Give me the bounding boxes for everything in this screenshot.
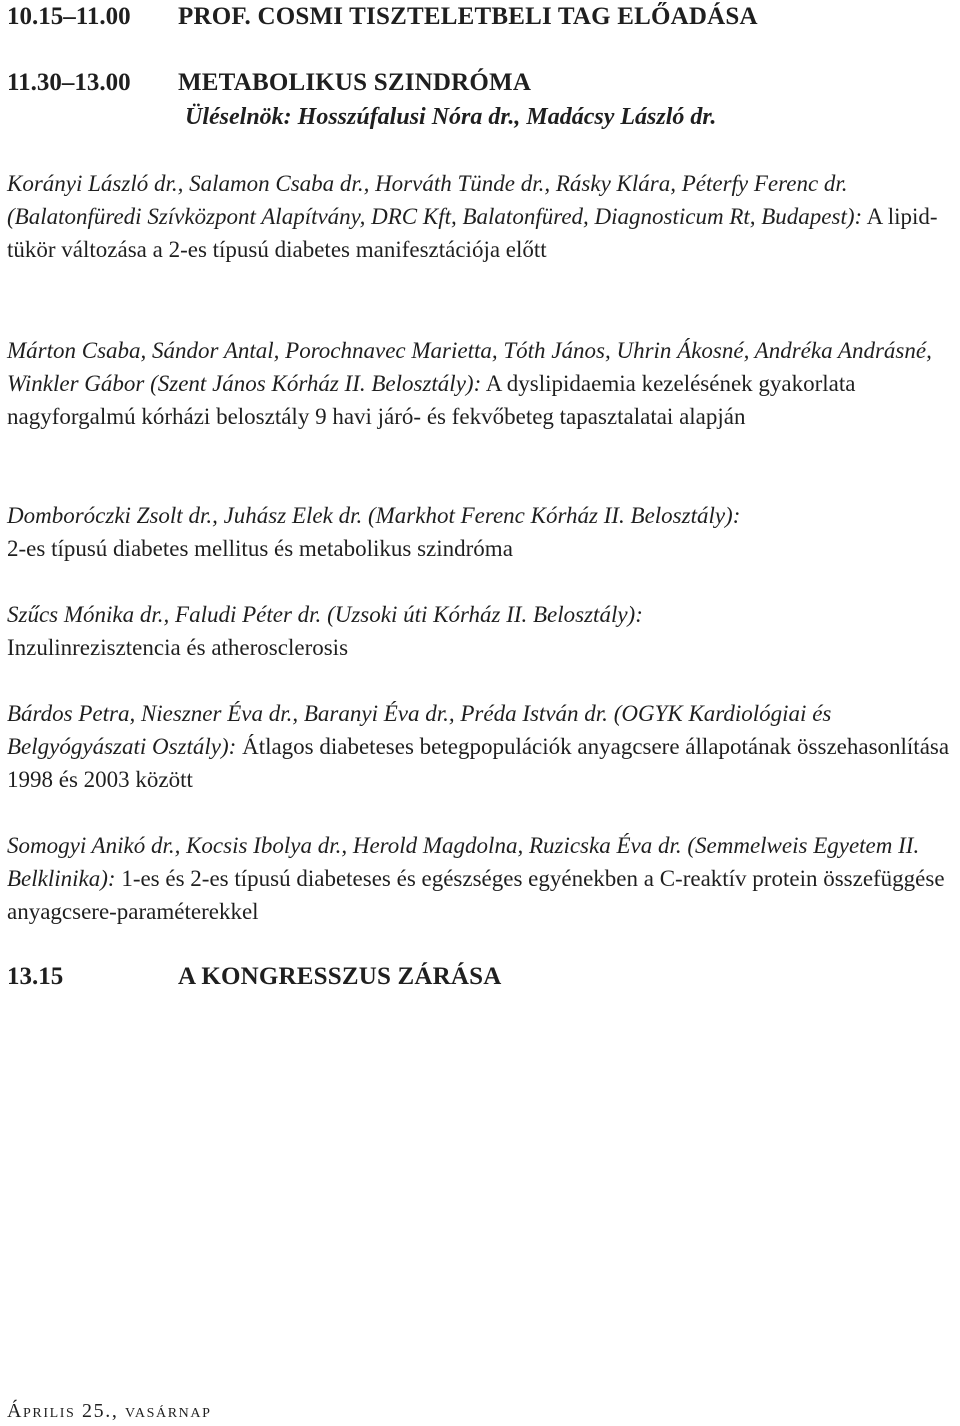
- lecture-authors: Somogyi Anikó dr., Kocsis Ibolya dr., Herold Magdolna, Ruzicska Éva dr.: [7, 833, 682, 858]
- lecture-authors: Domboróczki Zsolt dr., Juhász Elek dr.: [7, 503, 363, 528]
- page-footer-date: Április 25., vasárnap: [7, 1400, 212, 1422]
- lecture-affiliation: (Szent János Kórház II. Belosztály):: [150, 371, 482, 396]
- lecture-affiliation: (Balatonfüredi Szívközpont Alapítvány, DRC Kft, Balatonfüred, Diagnosticum Rt, Budapest):: [7, 204, 863, 229]
- lecture-entry: [7, 598, 952, 664]
- lecture-authors: Szűcs Mónika dr., Faludi Péter dr.: [7, 602, 322, 627]
- lecture-title: Inzulinrezisztencia és atherosclerosis: [7, 635, 349, 660]
- lecture-entry: [7, 829, 952, 928]
- lecture-authors: Márton Csaba, Sándor Antal, Porochnavec Marietta, Tóth János, Uhrin Ákosné, Andréka Andrásné, Winkler Gábor: [7, 338, 932, 396]
- lecture-affiliation: (Semmelweis Egyetem II. Belklinika):: [7, 833, 920, 891]
- session-chairs: Üléselnök: Hosszúfalusi Nóra dr., Madácsy László dr.: [185, 104, 717, 130]
- lecture-title: Átlagos diabeteses betegpopulációk anyagcsere állapotának összehasonlítása 1998 és 2003 között: [7, 734, 950, 792]
- lecture-authors: Bárdos Petra, Nieszner Éva dr., Baranyi Éva dr., Préda István dr.: [7, 701, 608, 726]
- session-title: METABOLIKUS SZINDRÓMA: [178, 69, 532, 96]
- lecture-title: A lipid-tükör változása a 2-es típusú diabetes manifesztációja előtt: [7, 204, 938, 262]
- session-time: 13.15: [7, 963, 64, 990]
- lecture-authors: Korányi László dr., Salamon Csaba dr., Horváth Tünde dr., Rásky Klára, Péterfy Ferenc dr.: [7, 171, 848, 196]
- session-title: PROF. COSMI TISZTELETBELI TAG ELŐADÁSA: [178, 3, 758, 30]
- session-time: 11.30–13.00: [7, 69, 131, 96]
- lecture-title: 2-es típusú diabetes mellitus és metabolikus szindróma: [7, 536, 513, 561]
- session-time: 10.15–11.00: [7, 3, 131, 30]
- lecture-entry: [7, 334, 952, 433]
- lecture-affiliation: (OGYK Kardiológiai és Belgyógyászati Osztály):: [7, 701, 832, 759]
- lecture-affiliation: (Markhot Ferenc Kórház II. Belosztály):: [367, 503, 741, 528]
- lecture-affiliation: (Uzsoki úti Kórház II. Belosztály):: [327, 602, 643, 627]
- lecture-title: 1-es és 2-es típusú diabeteses és egészséges egyénekben a C-reaktív protein összefüggése anyagcsere-paraméterekkel: [7, 866, 945, 924]
- lecture-entry: [7, 499, 952, 565]
- lecture-entry: [7, 697, 952, 796]
- lecture-title: A dyslipidaemia kezelésének gyakorlata nagyforgalmú kórházi belosztály 9 havi járó- és fekvőbeteg tapasztalatai alapján: [7, 371, 856, 429]
- session-title: A KONGRESSZUS ZÁRÁSA: [178, 963, 502, 990]
- lecture-entry: [7, 167, 952, 266]
